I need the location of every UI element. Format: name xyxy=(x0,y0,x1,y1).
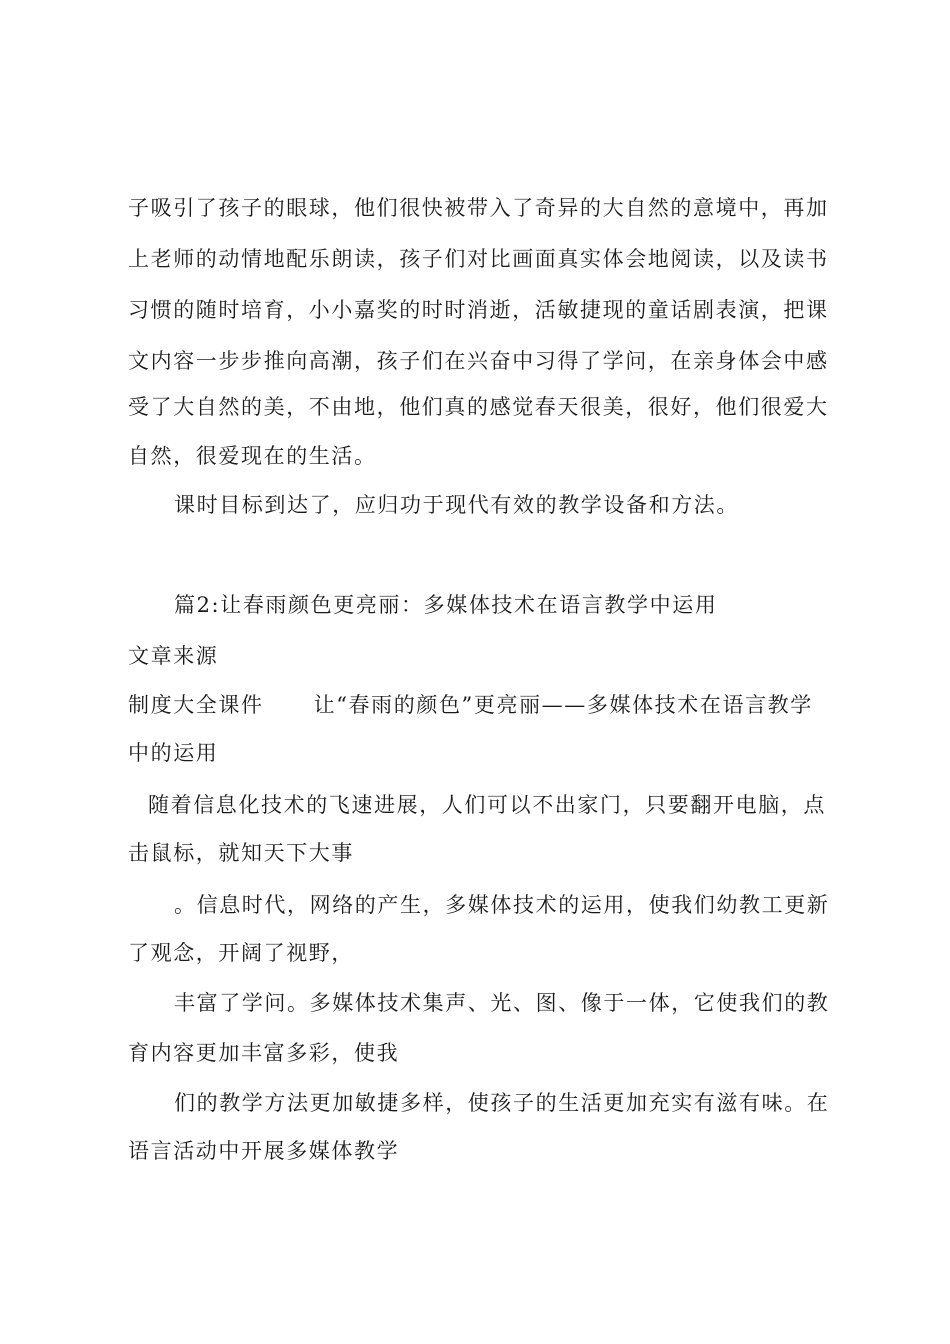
body-text-line: 随着信息化技术的飞速进展，人们可以不出家门，只要翻开电脑，点 xyxy=(148,793,826,817)
source-site: 制度大全课件 xyxy=(128,693,264,717)
body-text-line: 语言活动中开展多媒体教学 xyxy=(128,1139,400,1163)
body-text-line: 受了大自然的美，不由地，他们真的感觉春天很美，很好，他们很爱大 xyxy=(128,395,829,419)
body-text-line: 上老师的动情地配乐朗读，孩子们对比画面真实体会地阅读，以及读书 xyxy=(128,247,829,271)
body-text-line: 育内容更加丰富多彩，使我 xyxy=(128,1041,400,1065)
body-text-line: 。信息时代，网络的产生，多媒体技术的运用，使我们幼教工更新 xyxy=(174,893,830,917)
section-title: 篇2:让春雨颜色更亮丽：多媒体技术在语言教学中运用 xyxy=(174,593,718,617)
body-text-line: 自然，很爱现在的生活。 xyxy=(128,444,377,468)
article-title: 让“春雨的颜色”更亮丽——多媒体技术在语言教学 xyxy=(313,693,813,717)
article-title-continuation: 中的运用 xyxy=(128,741,219,765)
source-label: 文章来源 xyxy=(128,644,219,668)
body-text-line: 子吸引了孩子的眼球，他们很快被带入了奇异的大自然的意境中，再加 xyxy=(128,196,829,220)
body-text-line: 文内容一步步推向高潮，孩子们在兴奋中习得了学问，在亲身体会中感 xyxy=(128,349,829,373)
body-text-line: 习惯的随时培育，小小嘉奖的时时消逝，活敏捷现的童话剧表演，把课 xyxy=(128,298,829,322)
body-text-line: 了观念，开阔了视野， xyxy=(128,941,354,965)
body-text-line: 丰富了学问。多媒体技术集声、光、图、像于一体，它使我们的教 xyxy=(174,991,830,1015)
article-title-line xyxy=(128,690,832,720)
body-text-line: 们的教学方法更加敏捷多样，使孩子的生活更加充实有滋有味。在 xyxy=(174,1091,830,1115)
body-text-line: 课时目标到达了，应归功于现代有效的教学设备和方法。 xyxy=(174,493,739,517)
body-text-line: 击鼠标，就知天下大事 xyxy=(128,841,354,865)
